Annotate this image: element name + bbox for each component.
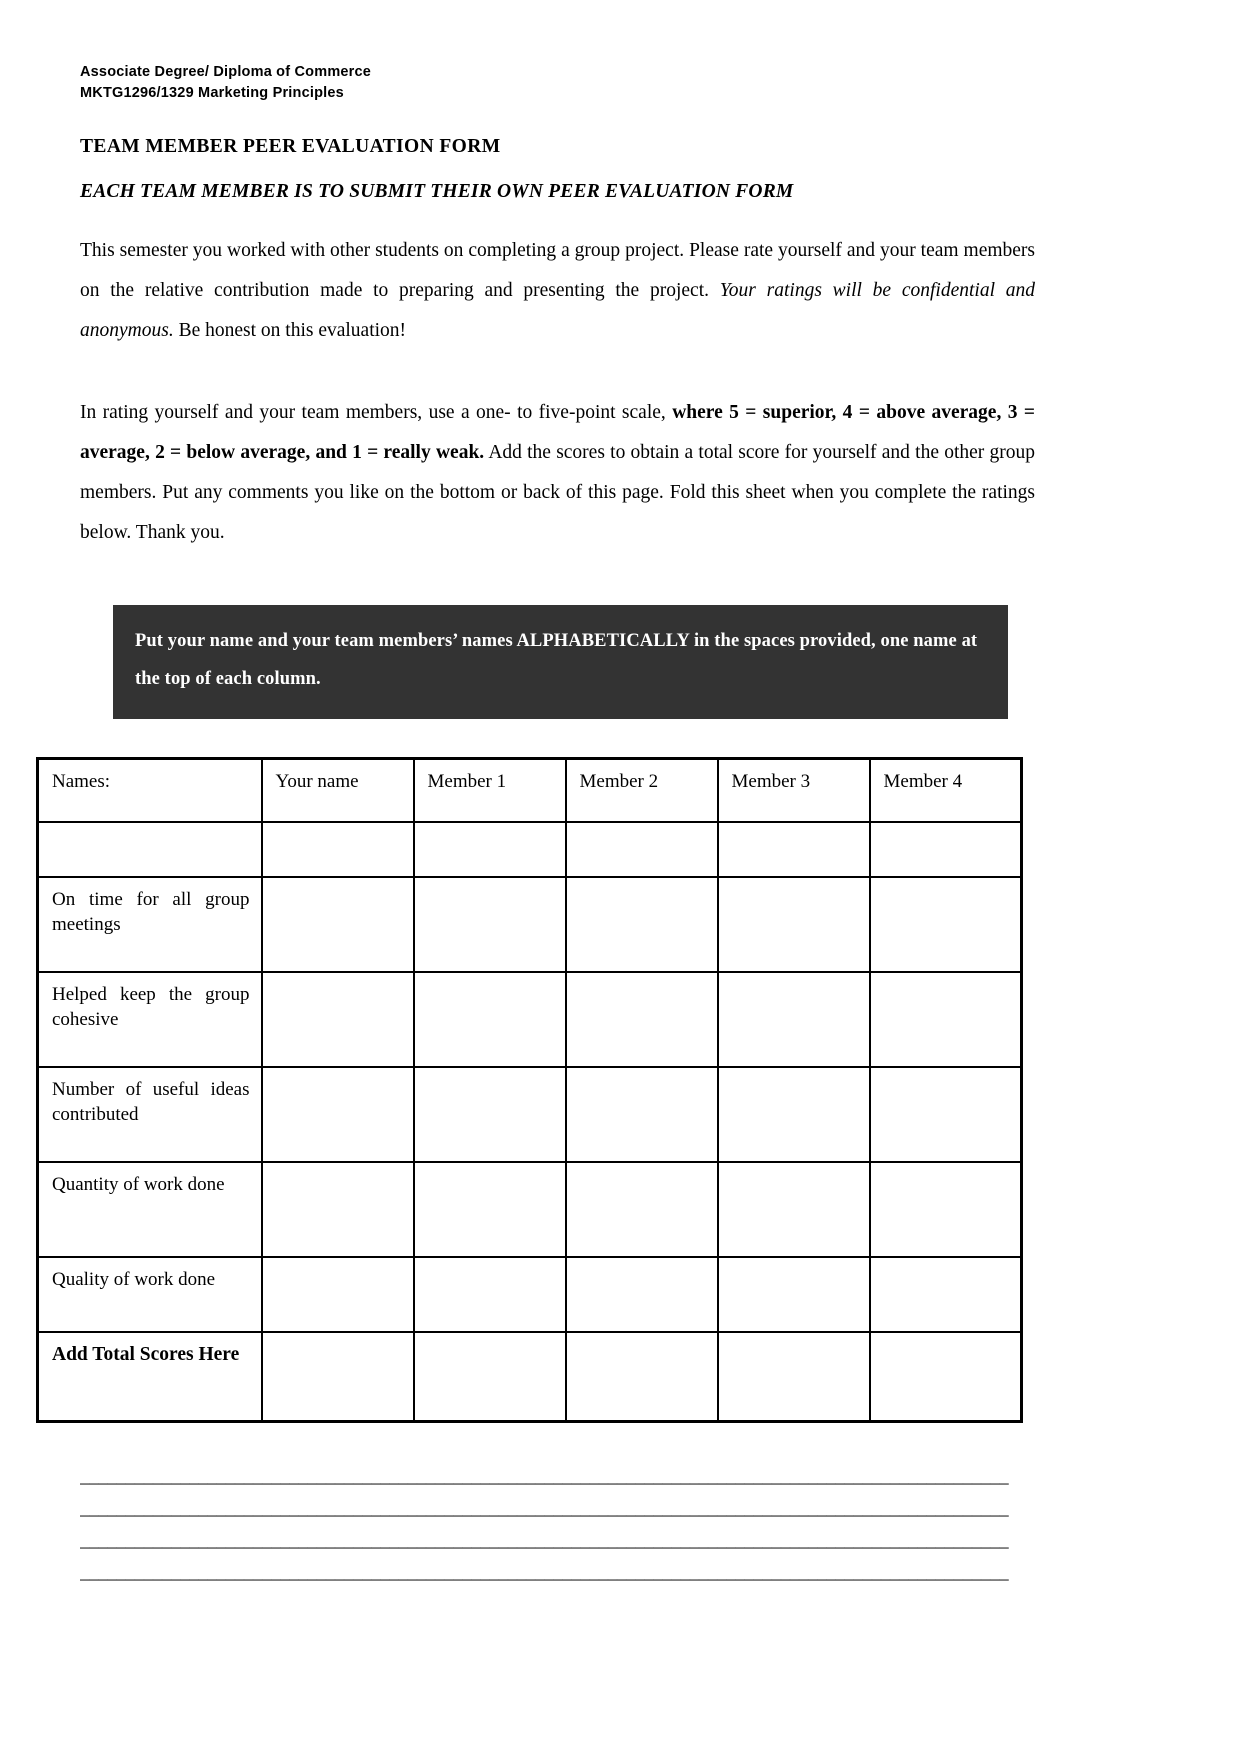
instruction-callout-text: Put your name and your team members’ names ALPHABETICALLY in the spaces provided, one name at the top of each column. [135,630,978,689]
score-cell-quality-member-2[interactable] [566,1257,718,1332]
intro-text-part1: This semester you worked with other students on completing a group project. Please rate yourself and your team members on the relative contribution made to preparing and presenting the project. [80,240,1035,302]
score-cell-quantity-member-4[interactable] [870,1162,1022,1257]
name-cell-your-name[interactable] [262,822,414,877]
scale-text-bold: where 5 = superior, 4 = above average, 3 = average, 2 = below average, and 1 = really weak. [80,402,1035,464]
table-row [38,972,1022,1067]
row-label-name-entry [38,822,262,877]
column-header-member-1: Member 1 [414,758,566,822]
row-label-quality: Quality of work done [38,1257,262,1332]
comments-area [80,1467,1030,1595]
scale-text-part2: Add the scores to obtain a total score for yourself and the other group members. Put any comments you like on the bottom or back of this page. Fold this sheet when you complete the ratings below. Thank you. [80,442,1035,543]
name-cell-member-2[interactable] [566,822,718,877]
column-header-your-name: Your name [262,758,414,822]
comment-line[interactable]: ______________________________________________________________________________________________________ [80,1562,1009,1583]
score-cell-ideas-member-2[interactable] [566,1067,718,1162]
score-cell-quality-member-1[interactable] [414,1257,566,1332]
score-cell-quality-member-3[interactable] [718,1257,870,1332]
total-cell-member-3[interactable] [718,1332,870,1422]
score-cell-quantity-member-3[interactable] [718,1162,870,1257]
table-row [38,822,1022,877]
score-cell-quantity-member-2[interactable] [566,1162,718,1257]
row-label-on-time: On time for all group meetings [38,877,262,972]
score-cell-quantity-member-1[interactable] [414,1162,566,1257]
score-cell-ideas-member-3[interactable] [718,1067,870,1162]
score-cell-cohesive-member-3[interactable] [718,972,870,1067]
comment-line[interactable]: ______________________________________________________________________________________________________ [80,1498,1009,1519]
score-cell-on-time-member-1[interactable] [414,877,566,972]
intro-text-italic: Your ratings will be confidential and anonymous. [80,280,1035,342]
course-code-line: MKTG1296/1329 Marketing Principles [80,84,344,101]
rating-table-container [36,757,1021,1423]
course-header [80,62,1150,103]
score-cell-on-time-member-4[interactable] [870,877,1022,972]
table-row [38,1332,1022,1422]
score-cell-on-time-member-2[interactable] [566,877,718,972]
column-header-member-4: Member 4 [870,758,1022,822]
rating-scale-paragraph [80,393,1035,553]
score-cell-ideas-member-4[interactable] [870,1067,1022,1162]
page-title: TEAM MEMBER PEER EVALUATION FORM [80,136,501,158]
row-label-quantity: Quantity of work done [38,1162,262,1257]
score-cell-on-time-your-name[interactable] [262,877,414,972]
score-cell-cohesive-your-name[interactable] [262,972,414,1067]
scale-text-part1: In rating yourself and your team members, use a one- to five-point scale, [80,402,673,424]
course-program-line: Associate Degree/ Diploma of Commerce [80,64,372,80]
row-label-add-total-scores: Add Total Scores Here [38,1332,262,1422]
total-cell-member-1[interactable] [414,1332,566,1422]
score-cell-ideas-your-name[interactable] [262,1067,414,1162]
intro-text-part2: Be honest on this evaluation! [173,320,407,342]
score-cell-quality-member-4[interactable] [870,1257,1022,1332]
name-cell-member-4[interactable] [870,822,1022,877]
total-cell-member-2[interactable] [566,1332,718,1422]
comment-line[interactable]: ______________________________________________________________________________________________________ [80,1466,1009,1487]
table-row [38,1162,1022,1257]
score-cell-on-time-member-3[interactable] [718,877,870,972]
peer-evaluation-table [36,757,1023,1423]
name-cell-member-1[interactable] [414,822,566,877]
comment-line[interactable]: ______________________________________________________________________________________________________ [80,1530,1009,1551]
score-cell-quality-your-name[interactable] [262,1257,414,1332]
score-cell-ideas-member-1[interactable] [414,1067,566,1162]
row-label-cohesive: Helped keep the group cohesive [38,972,262,1067]
instruction-callout [113,605,1008,719]
score-cell-cohesive-member-2[interactable] [566,972,718,1067]
score-cell-quantity-your-name[interactable] [262,1162,414,1257]
table-row [38,877,1022,972]
table-row [38,1067,1022,1162]
score-cell-cohesive-member-1[interactable] [414,972,566,1067]
score-cell-cohesive-member-4[interactable] [870,972,1022,1067]
title-block [80,136,1150,203]
table-header-row [38,758,1022,822]
name-cell-member-3[interactable] [718,822,870,877]
page-subtitle: EACH TEAM MEMBER IS TO SUBMIT THEIR OWN PEER EVALUATION FORM [80,181,794,203]
column-header-member-2: Member 2 [566,758,718,822]
column-header-member-3: Member 3 [718,758,870,822]
column-header-names: Names: [38,758,262,822]
total-cell-your-name[interactable] [262,1332,414,1422]
table-row [38,1257,1022,1332]
total-cell-member-4[interactable] [870,1332,1022,1422]
intro-paragraph [80,231,1035,351]
row-label-useful-ideas: Number of useful ideas contributed [38,1067,262,1162]
